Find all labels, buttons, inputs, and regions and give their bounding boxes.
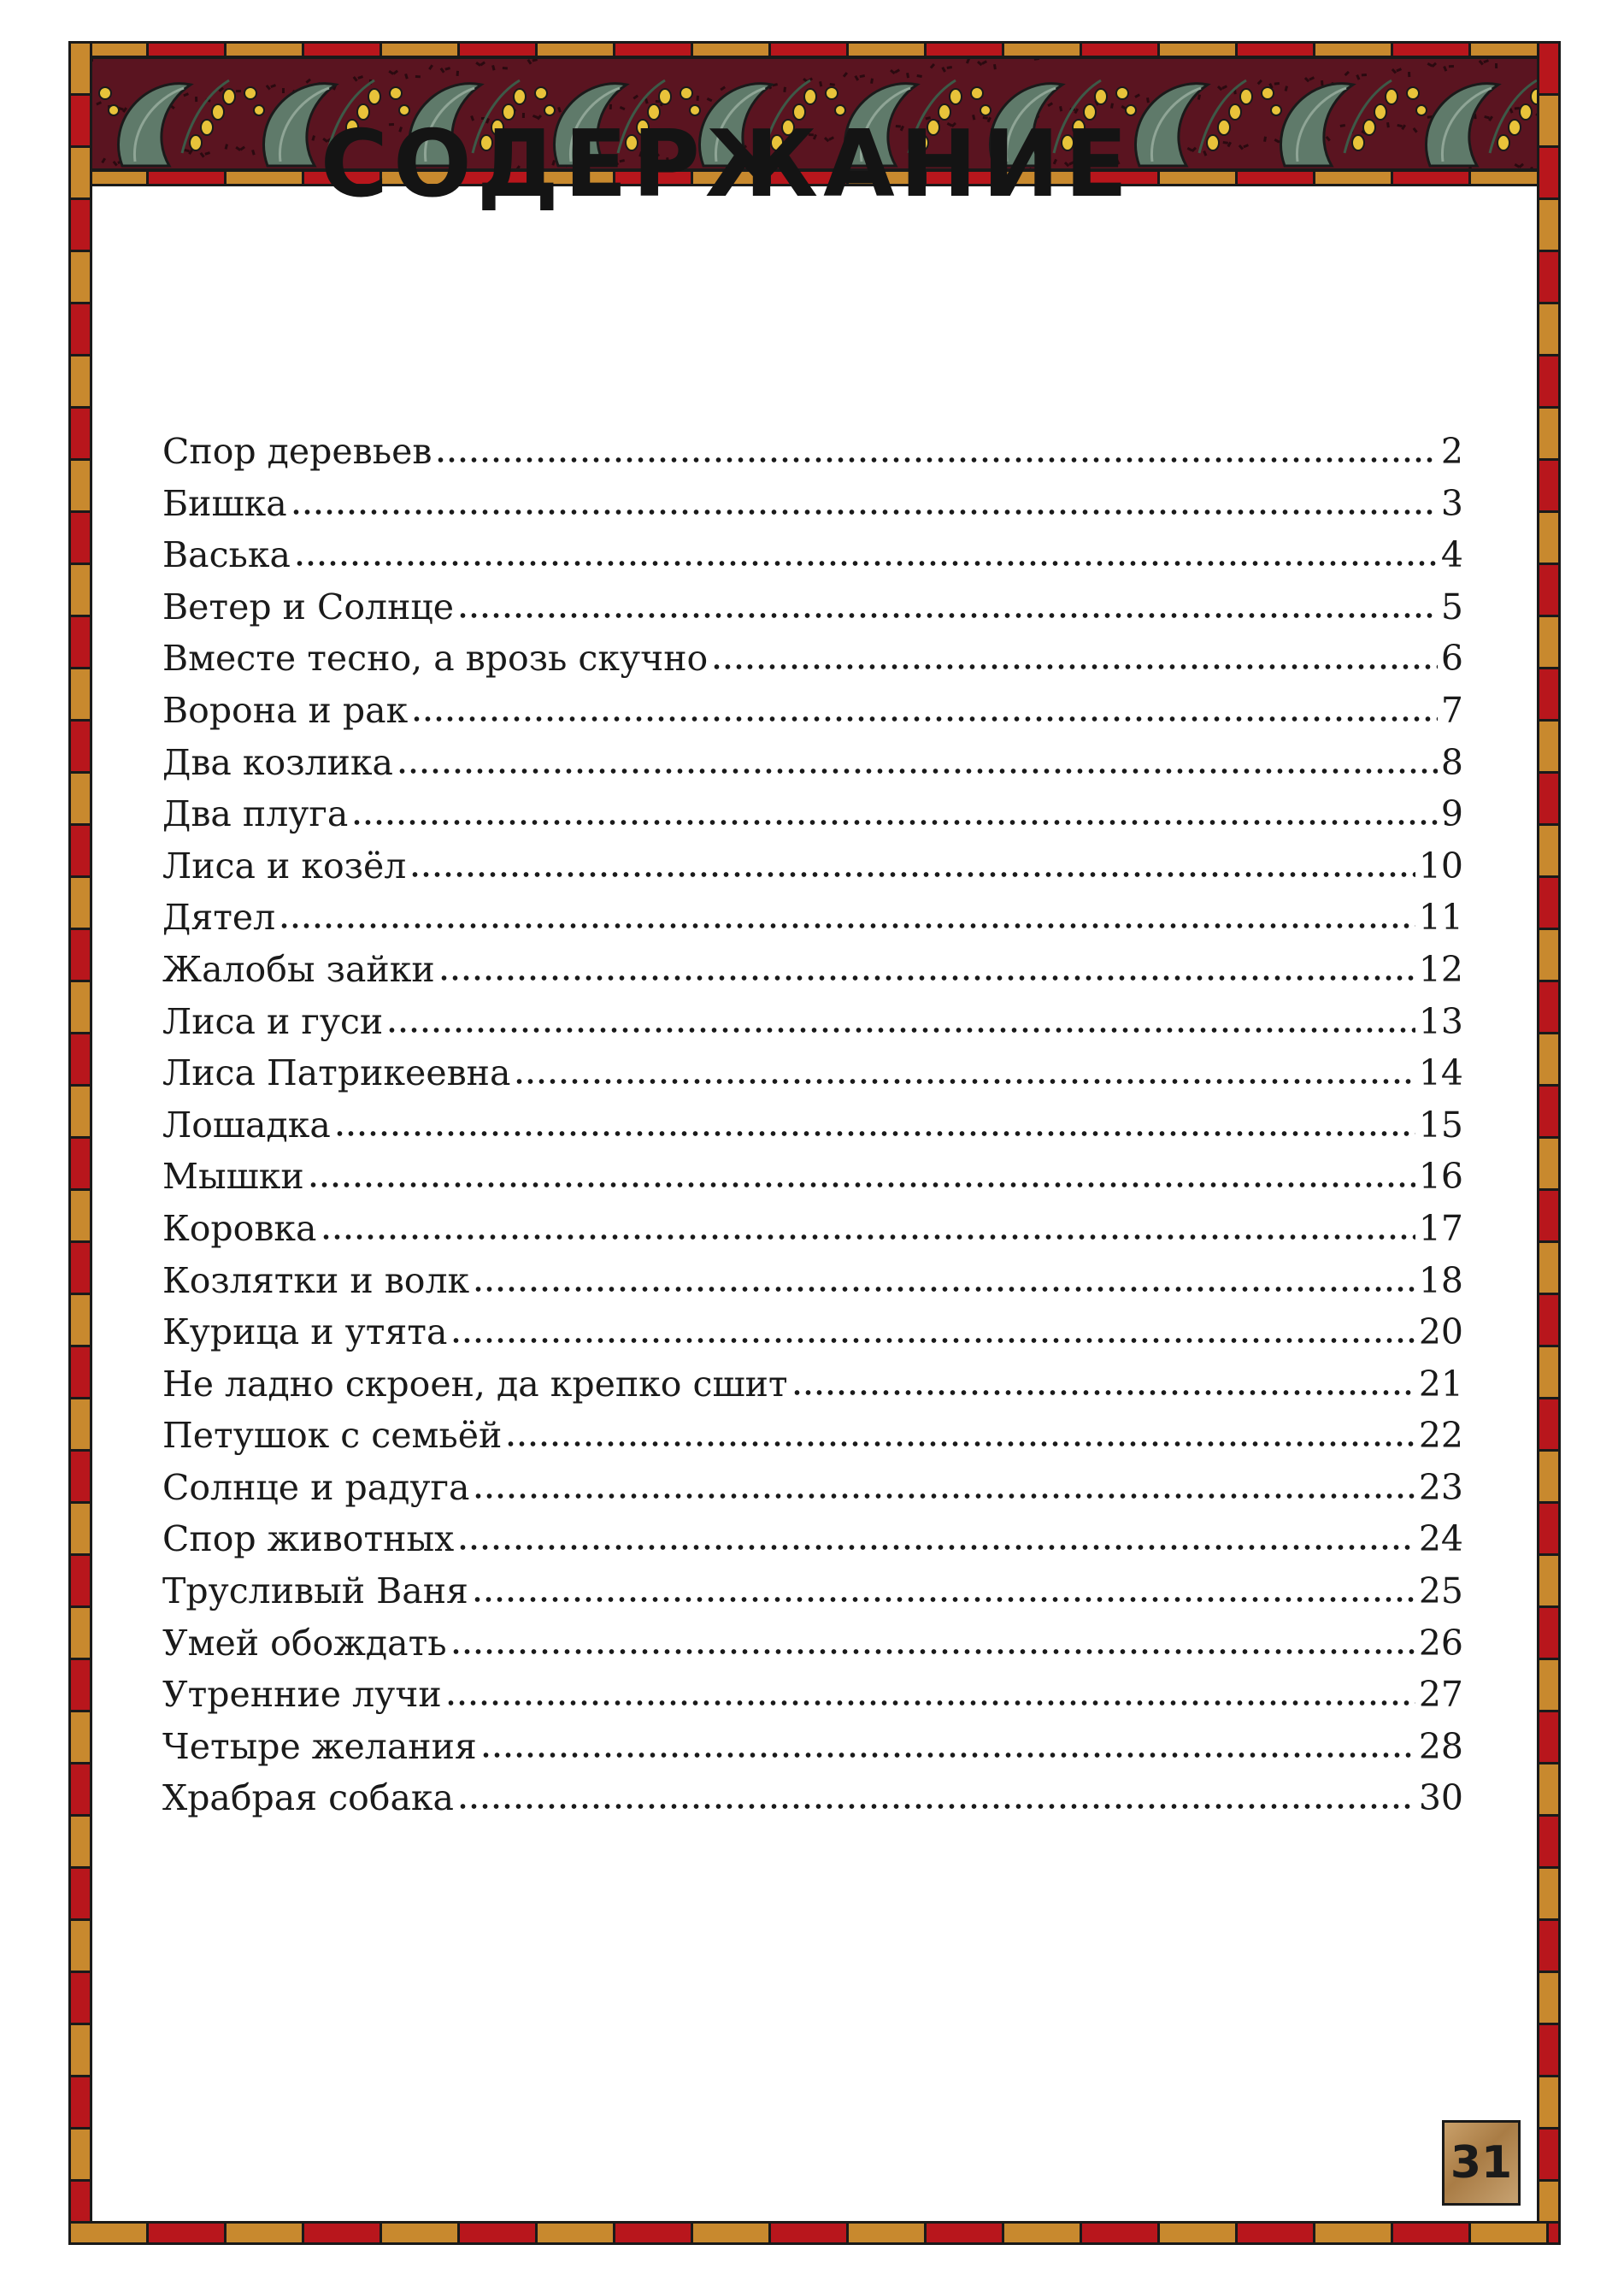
- toc-entry-page: 22: [1418, 1415, 1463, 1457]
- dot-leader: [294, 560, 1438, 567]
- ornament-speckle: [503, 67, 508, 70]
- ornament-speckle: [783, 87, 786, 92]
- ornament-speckle: [404, 74, 409, 80]
- toc-entry: [162, 529, 1463, 581]
- ornament-speckle: [1356, 74, 1360, 80]
- toc-entry-title: Петушок с семьёй: [162, 1415, 503, 1457]
- bell-flower-icon: [1095, 89, 1107, 104]
- ornament-speckle: [1217, 85, 1222, 91]
- ornament-speckle: [870, 79, 874, 84]
- ornament-speckle: [1408, 72, 1410, 77]
- toc-entry-title: Ветер и Солнце: [162, 586, 455, 627]
- dot-leader: [279, 922, 1415, 929]
- ornament-speckle: [392, 70, 398, 75]
- toc-entry-page: 8: [1440, 741, 1463, 783]
- toc-entry-title: Козлятки и волк: [162, 1259, 470, 1301]
- toc-entry-title: Лошадка: [162, 1104, 331, 1146]
- ornament-speckle: [1197, 94, 1201, 99]
- dot-leader: [450, 1337, 1415, 1344]
- bell-flower-icon: [1509, 120, 1521, 135]
- ornament-speckle: [270, 84, 276, 88]
- bell-flower-icon: [950, 89, 962, 104]
- toc-entry: [162, 1255, 1463, 1307]
- toc-entry-title: Вместе тесно, а врозь скучно: [162, 638, 709, 680]
- toc-entry-title: Лиса и гуси: [162, 1000, 384, 1042]
- ornament-speckle: [444, 67, 450, 71]
- bell-flower-icon: [99, 87, 111, 99]
- ornament-speckle: [1321, 80, 1324, 85]
- ornament-speckle: [1221, 85, 1227, 89]
- ornament-speckle: [1257, 80, 1262, 85]
- toc-entry: [162, 426, 1463, 478]
- toc-entry: [162, 581, 1463, 633]
- ornament-speckle: [236, 90, 241, 92]
- ornament-speckle: [1427, 62, 1433, 67]
- toc-entry: [162, 1462, 1463, 1514]
- bell-flower-icon: [1407, 87, 1419, 99]
- ornament-speckle: [1274, 82, 1280, 85]
- toc-entry: [162, 478, 1463, 530]
- bell-flower-icon: [1116, 87, 1128, 99]
- toc-entry-title: Умей обождать: [162, 1622, 447, 1664]
- toc-entry-page: 4: [1440, 534, 1463, 576]
- ornament-speckle: [1396, 68, 1402, 72]
- ornament-speckle: [305, 79, 311, 84]
- toc-entry-title: Спор животных: [162, 1518, 455, 1560]
- dot-leader: [472, 1596, 1415, 1603]
- toc-entry-title: Мышки: [162, 1156, 304, 1198]
- dot-leader: [291, 509, 1438, 515]
- toc-entry-page: 14: [1418, 1052, 1463, 1094]
- ornament-speckle: [1484, 115, 1490, 119]
- toc-entry: [162, 840, 1463, 893]
- bell-flower-icon: [1497, 135, 1509, 150]
- toc-entry: [162, 1669, 1463, 1721]
- toc-entry-title: Жалобы зайки: [162, 948, 435, 990]
- toc-entry: [162, 1721, 1463, 1773]
- toc-entry-title: Бишка: [162, 482, 287, 524]
- toc-entry: [162, 1617, 1463, 1670]
- bell-flower-icon: [1240, 89, 1252, 104]
- ornament-speckle: [1285, 85, 1288, 91]
- ornament-speckle: [1495, 63, 1497, 68]
- dot-leader: [409, 871, 1415, 878]
- ornament-speckle: [527, 59, 533, 65]
- bell-flower-icon: [680, 87, 692, 99]
- dot-leader: [457, 1544, 1415, 1551]
- ornament-speckle: [1047, 102, 1053, 107]
- ornament-speckle: [993, 64, 997, 69]
- ornament-speckle: [1362, 74, 1367, 76]
- ornament-speckle: [440, 68, 445, 74]
- ornament-speckle: [1530, 167, 1534, 168]
- ornament-speckle: [860, 74, 865, 78]
- ornament-speckle: [906, 73, 909, 78]
- toc-entry-page: 3: [1440, 482, 1463, 524]
- toc-entry: [162, 1306, 1463, 1358]
- toc-entry-page: 20: [1418, 1311, 1463, 1353]
- toc-entry: [162, 788, 1463, 840]
- ornament-speckle: [696, 96, 699, 101]
- page-title: СОДЕРЖАНИЕ: [320, 111, 1133, 218]
- toc-entry-title: Дятел: [162, 897, 276, 939]
- toc-entry-page: 24: [1418, 1518, 1463, 1560]
- toc-entry-title: Спор деревьев: [162, 431, 432, 472]
- ornament-speckle: [1134, 93, 1140, 98]
- toc-entry-title: Не ладно скроен, да крепко сшит: [162, 1363, 788, 1405]
- ornament-speckle: [1392, 68, 1397, 74]
- ornament-speckle: [1449, 65, 1454, 68]
- ornament-speckle: [707, 97, 713, 102]
- dot-leader: [480, 1752, 1415, 1759]
- dot-leader: [435, 457, 1437, 463]
- ornament-speckle: [830, 83, 835, 86]
- ornament-speckle: [1146, 97, 1150, 103]
- ornament-speckle: [353, 76, 358, 82]
- ornament-speckle: [620, 106, 626, 110]
- dot-leader: [473, 1493, 1415, 1499]
- ornament-speckle: [819, 81, 822, 86]
- toc-entry: [162, 892, 1463, 944]
- toc-entry-page: 16: [1418, 1156, 1463, 1198]
- ornament-speckle: [609, 104, 612, 109]
- bell-flower-icon: [368, 89, 380, 104]
- toc-entry: [162, 1151, 1463, 1203]
- toc-entry-page: 23: [1418, 1466, 1463, 1508]
- toc-entry: [162, 1047, 1463, 1099]
- dot-leader: [450, 1648, 1415, 1655]
- ornament-speckle: [977, 61, 982, 66]
- ornament-speckle: [428, 64, 433, 70]
- page-number-badge: 31: [1442, 2120, 1521, 2206]
- dot-leader: [505, 1440, 1415, 1447]
- toc-entry-title: Васька: [162, 534, 291, 576]
- toc-entry-title: Курица и утята: [162, 1311, 448, 1353]
- ornament-speckle: [941, 67, 946, 73]
- bell-flower-icon: [1520, 104, 1532, 120]
- toc-entry-page: 9: [1440, 793, 1463, 835]
- ornament-speckle: [183, 92, 189, 97]
- dot-leader: [351, 819, 1438, 826]
- toc-entry: [162, 685, 1463, 737]
- toc-entry-page: 27: [1418, 1674, 1463, 1716]
- ornament-speckle: [1345, 71, 1350, 76]
- toc-entry: [162, 1358, 1463, 1411]
- dot-leader: [397, 768, 1438, 775]
- toc-entry-title: Солнце и радуга: [162, 1466, 470, 1508]
- bell-flower-icon: [244, 87, 256, 99]
- toc-entry-title: Ворона и рак: [162, 689, 409, 731]
- toc-entry: [162, 1513, 1463, 1565]
- toc-entry-title: Храбрая собака: [162, 1777, 454, 1819]
- toc-entry: [162, 944, 1463, 996]
- toc-entry-title: Коровка: [162, 1207, 317, 1249]
- ornament-speckle: [195, 97, 197, 102]
- ornament-speckle: [1304, 77, 1309, 82]
- toc-entry-page: 2: [1440, 431, 1463, 472]
- ornament-speckle: [491, 65, 495, 71]
- toc-entry-title: Четыре желания: [162, 1725, 477, 1767]
- toc-entry: [162, 1772, 1463, 1824]
- dot-leader: [411, 716, 1438, 722]
- ornament-speckle: [890, 69, 896, 74]
- ornament-speckle: [1110, 103, 1114, 108]
- toc-entry-page: 5: [1440, 586, 1463, 627]
- toc-entry: [162, 996, 1463, 1048]
- left-border: [68, 41, 92, 2245]
- ornament-speckle: [282, 88, 285, 93]
- bell-flower-icon: [659, 89, 671, 104]
- toc-entry-title: Два плуга: [162, 793, 349, 835]
- ornament-speckle: [1515, 163, 1521, 168]
- ornament-speckle: [843, 72, 848, 78]
- toc-entry-page: 13: [1418, 1000, 1463, 1042]
- toc-entry-page: 15: [1418, 1104, 1463, 1146]
- ornament-speckle: [1515, 107, 1520, 110]
- toc-entry-title: Лиса и козёл: [162, 845, 407, 887]
- ornament-speckle: [854, 75, 859, 81]
- ornament-speckle: [947, 66, 952, 69]
- bell-flower-icon: [1386, 89, 1397, 104]
- toc-entry-page: 17: [1418, 1207, 1463, 1249]
- bell-flower-icon: [514, 89, 526, 104]
- bell-flower-icon: [223, 89, 235, 104]
- toc-entry-page: 6: [1440, 638, 1463, 680]
- toc-entry: [162, 1410, 1463, 1462]
- toc-entry-page: 30: [1418, 1777, 1463, 1819]
- ornament-speckle: [633, 95, 638, 100]
- toc-entry: [162, 737, 1463, 789]
- ornament-speckle: [357, 75, 363, 80]
- bottom-border: [68, 2221, 1561, 2245]
- dot-leader: [445, 1700, 1415, 1706]
- dot-leader: [386, 1027, 1415, 1034]
- ornament-speckle: [1034, 59, 1039, 61]
- dot-leader: [711, 663, 1438, 670]
- toc-entry-page: 18: [1418, 1259, 1463, 1301]
- toc-entry: [162, 1565, 1463, 1617]
- toc-entry-page: 11: [1418, 897, 1463, 939]
- bell-flower-icon: [804, 89, 816, 104]
- toc-entry-page: 10: [1418, 845, 1463, 887]
- toc-entry: [162, 1099, 1463, 1152]
- ornament-speckle: [480, 62, 485, 67]
- dot-leader: [438, 975, 1415, 981]
- ornament-speckle: [532, 59, 538, 62]
- toc-entry-page: 28: [1418, 1725, 1463, 1767]
- ornament-speckle: [456, 71, 459, 76]
- dot-leader: [457, 612, 1438, 619]
- toc-entry-title: Утренние лучи: [162, 1674, 442, 1716]
- toc-entry: [162, 633, 1463, 685]
- ornament-speckle: [966, 59, 970, 64]
- ornament-speckle: [1443, 66, 1447, 72]
- ornament-speckle: [930, 63, 935, 68]
- ornament-speckle: [1309, 76, 1315, 80]
- toc-entry-page: 12: [1418, 948, 1463, 990]
- toc-entry-page: 7: [1440, 689, 1463, 731]
- bell-flower-icon: [535, 87, 547, 99]
- dot-leader: [791, 1389, 1415, 1396]
- ornament-speckle: [720, 86, 726, 91]
- table-of-contents: [162, 426, 1463, 1824]
- toc-entry: [162, 1203, 1463, 1255]
- toc-entry-page: 21: [1418, 1363, 1463, 1405]
- bell-flower-icon: [826, 87, 838, 99]
- ornament-speckle: [415, 75, 421, 78]
- toc-entry-title: Лиса Патрикеевна: [162, 1052, 511, 1094]
- ornament-speckle: [388, 70, 394, 75]
- dot-leader: [308, 1181, 1415, 1188]
- dot-leader: [457, 1803, 1415, 1810]
- dot-leader: [321, 1234, 1415, 1240]
- right-border: [1537, 41, 1561, 2245]
- dot-leader: [514, 1078, 1415, 1085]
- toc-entry-page: 26: [1418, 1622, 1463, 1664]
- toc-entry-title: Трусливый Ваня: [162, 1570, 468, 1612]
- bell-flower-icon: [971, 87, 983, 99]
- top-border-bar: [68, 41, 1561, 58]
- bell-flower-icon: [390, 87, 402, 99]
- bell-flower-icon: [1262, 87, 1274, 99]
- ornament-speckle: [1483, 59, 1489, 63]
- ornament-speckle: [266, 85, 271, 91]
- ornament-speckle: [1479, 60, 1484, 65]
- ornament-speckle: [96, 101, 102, 105]
- toc-entry-page: 25: [1418, 1570, 1463, 1612]
- toc-entry-title: Два козлика: [162, 741, 394, 783]
- dot-leader: [334, 1130, 1415, 1137]
- ornament-speckle: [475, 62, 481, 67]
- dot-leader: [473, 1286, 1415, 1293]
- ornament-speckle: [916, 74, 921, 78]
